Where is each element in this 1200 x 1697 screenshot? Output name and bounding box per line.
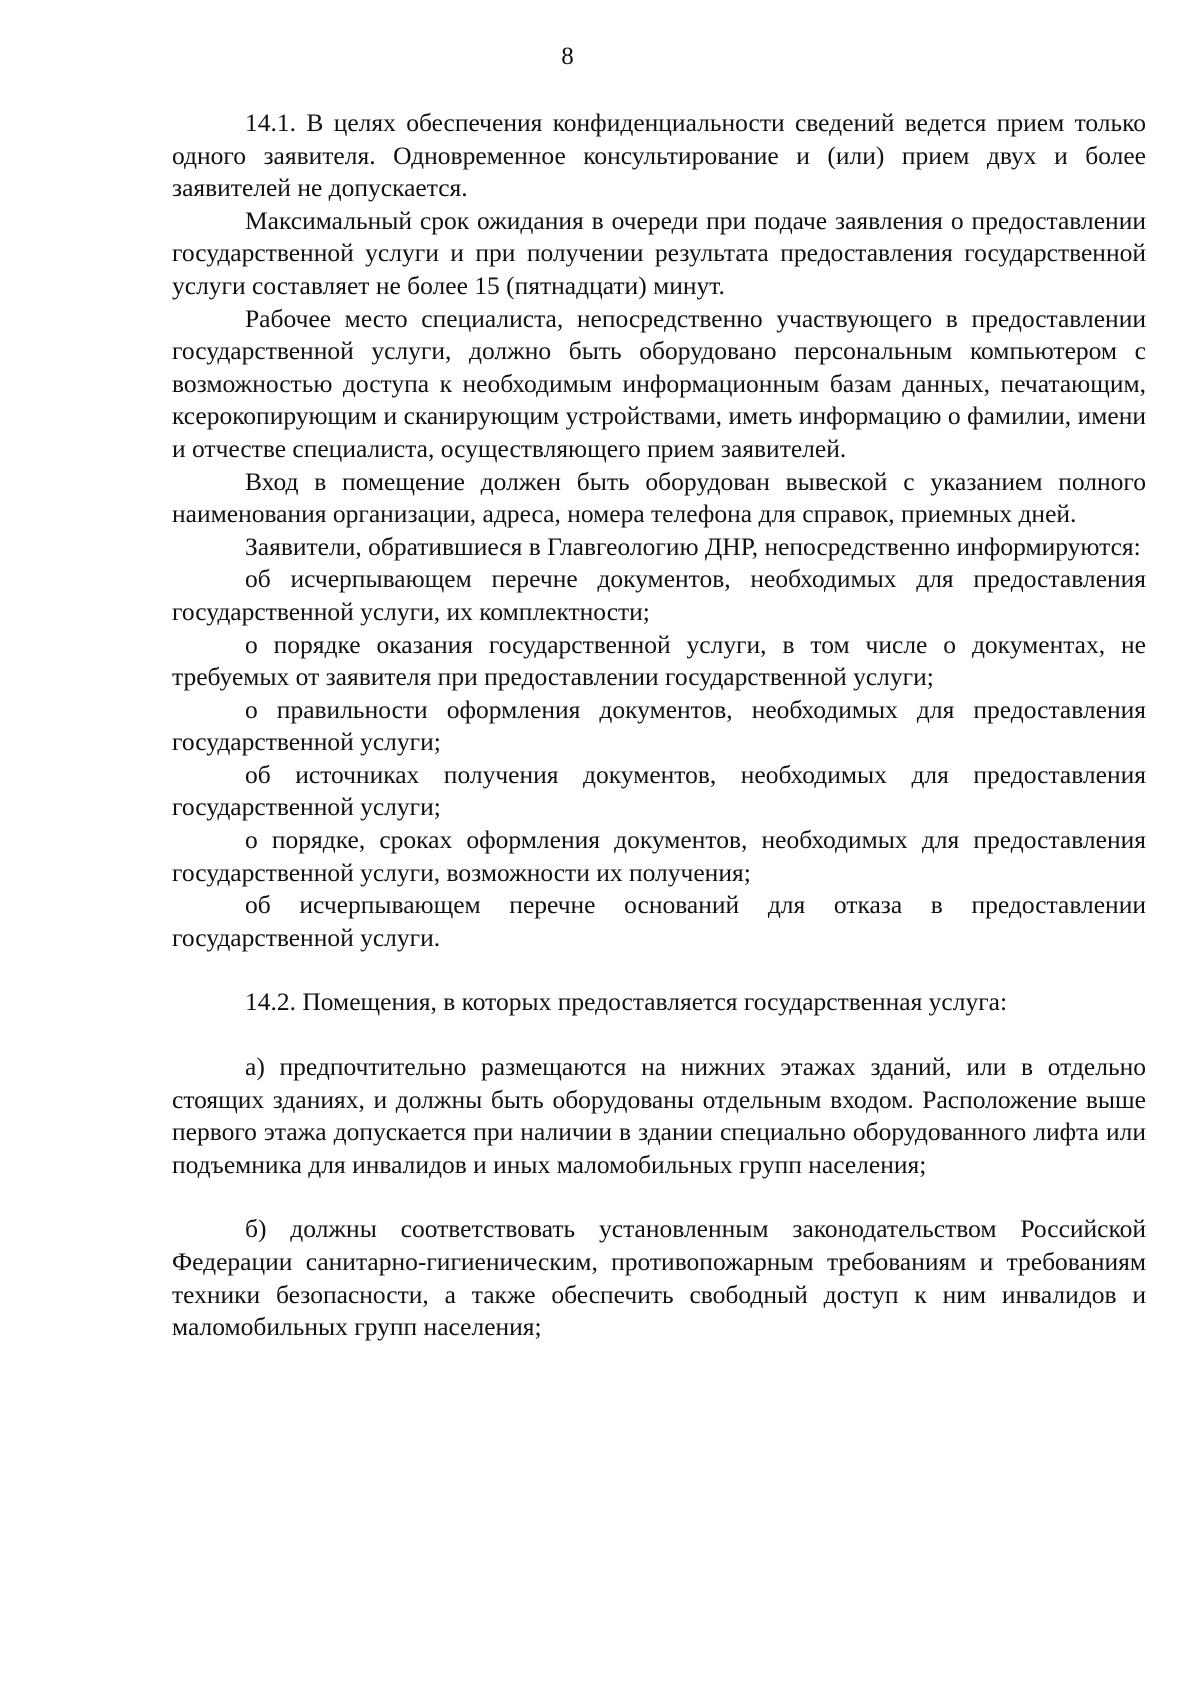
list-item-documents-list: об исчерпывающем перечне документов, необходимых для предоставления государственной услуги, их комплектности; xyxy=(172,564,1146,626)
list-item-correctness: о правильности оформления документов, необходимых для предоставления государственной услуги; xyxy=(172,694,1146,757)
paragraph-14-2-a: а) предпочтительно размещаются на нижних этажах зданий, или в отдельно стоящих зданиях, и должны быть оборудованы отдельным входом. Расположение выше первого этажа допускается при наличии в здании специально оборудованного лифта или подъемника для инвалидов и иных маломобильных групп населения; xyxy=(172,1052,1146,1179)
paragraph-applicants-informed: Заявители, обратившиеся в Главгеологию ДНР, непосредственно информируются: xyxy=(245,531,1141,561)
document-body xyxy=(172,107,1146,1344)
paragraph-workplace: Рабочее место специалиста, непосредственно участвующего в предоставлении государственной услуги, должно быть оборудовано персональным компьютером с возможностью доступа к необходимым информационным базам данных, печатающим, ксерокопирующим и сканирующим устройствами, иметь информацию о фамилии, имени и отчестве специалиста, осуществляющего прием заявителей. xyxy=(172,303,1146,463)
paragraph-entrance: Вход в помещение должен быть оборудован вывеской с указанием полного наименования организации, адреса, номера телефона для справок, приемных дней. xyxy=(172,466,1146,529)
list-item-procedure: о порядке оказания государственной услуги, в том числе о документах, не требуемых от заявителя при предоставлении государственной услуги; xyxy=(172,629,1146,692)
paragraph-14-2-b: б) должны соответствовать установленным законодательством Российской Федерации санитарно-гигиеническим, противопожарным требованиям и требованиям техники безопасности, а также обеспечить свободный доступ к ним инвалидов и маломобильных групп населения; xyxy=(172,1214,1146,1342)
list-item-terms: о порядке, сроках оформления документов, необходимых для предоставления государственной услуги, возможности их получения; xyxy=(172,825,1146,887)
paragraph-14-1: 14.1. В целях обеспечения конфиденциальности сведений ведется прием только одного заявителя. Одновременное консультирование и (или) прием двух и более заявителей не допускается. xyxy=(172,108,1146,203)
page-number: 8 xyxy=(561,43,574,70)
paragraph-14-2: 14.2. Помещения, в которых предоставляется государственная услуга: xyxy=(245,987,1008,1017)
list-item-refusal-grounds: об исчерпывающем перечне оснований для отказа в предоставлении государственной услуги. xyxy=(172,890,1146,952)
paragraph-wait-time: Максимальный срок ожидания в очереди при подаче заявления о предоставлении государственной услуги и при получении результата предоставления государственной услуги составляет не более 15 (пятнадцати) минут. xyxy=(172,205,1146,300)
list-item-sources: об источниках получения документов, необходимых для предоставления государственной услуги; xyxy=(172,759,1146,822)
